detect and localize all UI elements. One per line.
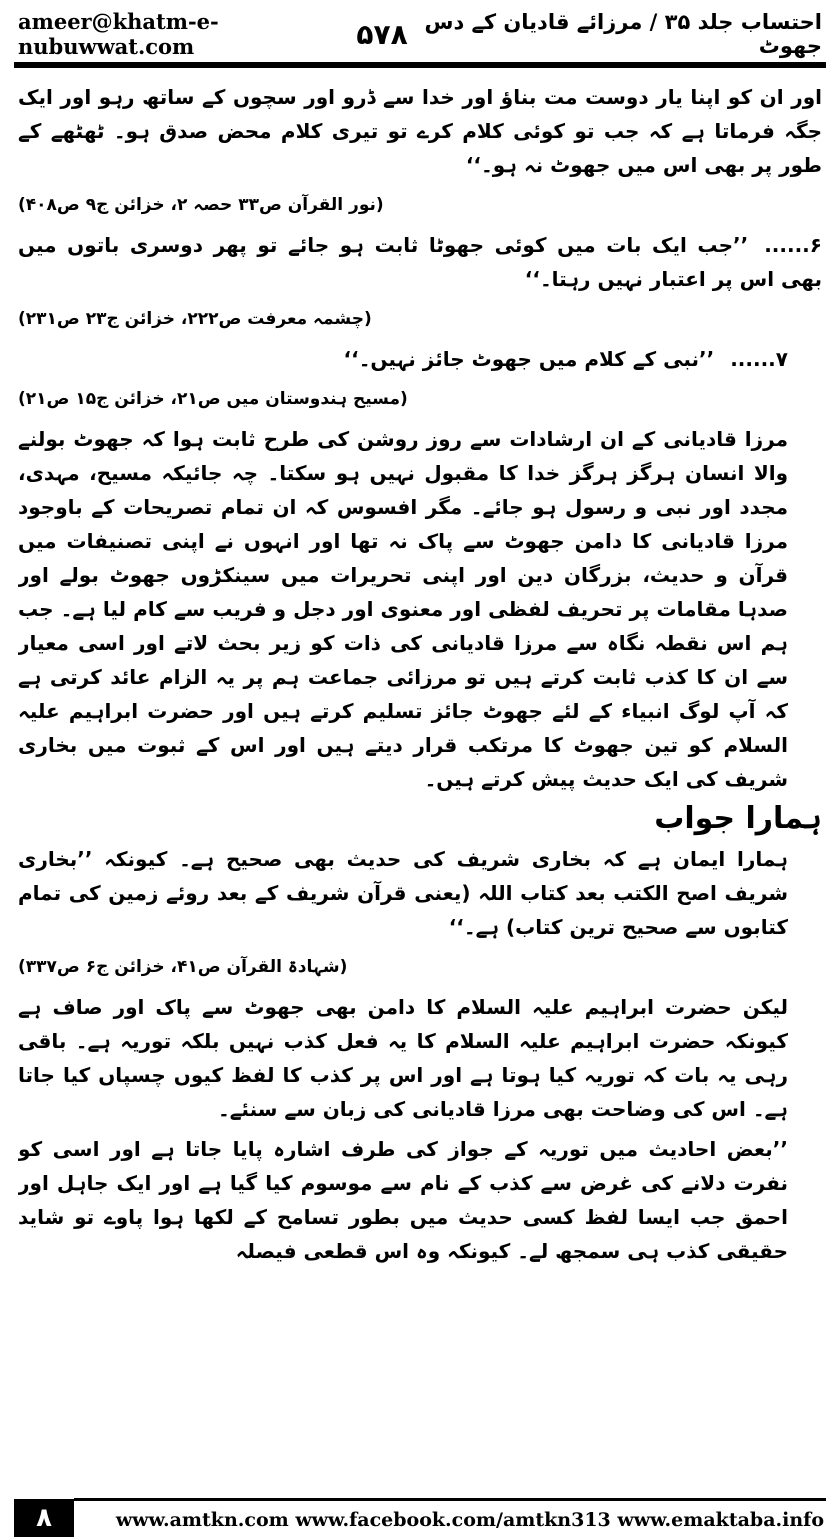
paragraph-4: لیکن حضرت ابراہیم علیہ السلام کا دامن بھی جھوٹ سے پاک اور صاف ہے کیونکہ حضرت ابراہیم علیہ السلام کا یہ فعل کذب نہیں بلکہ توریہ ہے۔ باقی رہی یہ بات کہ توریہ کیا ہوتا ہے اور اس پر کذب کا لفظ کیوں چسپاں کیا جاتا ہے۔ اس کی وضاحت بھی مرزا قادیانی کی زبان سے سنئے۔ bbox=[18, 995, 788, 1121]
page-footer bbox=[14, 1498, 826, 1538]
item-6-number: ۶...... bbox=[764, 233, 822, 257]
paragraph-1: اور ان کو اپنا یار دوست مت بناؤ اور خدا سے ڈرو اور سچوں کے ساتھ رہو اور ایک جگہ فرماتا ہے کہ جب تو کوئی کلام کرے تو تیری کلام محض صدق ہو۔ ٹھٹھے کے طور پر بھی اس میں جھوٹ نہ ہو۔‘‘ bbox=[18, 85, 822, 177]
header-rule bbox=[14, 62, 826, 68]
page-body bbox=[18, 80, 822, 1500]
item-7 bbox=[18, 342, 822, 376]
reference-4: (شہادۃ القرآن ص۴۱، خزائن ج۶ ص۳۳۷) bbox=[18, 957, 348, 977]
page-header bbox=[18, 10, 822, 58]
header-left bbox=[18, 9, 408, 59]
paragraph-5: ’’بعض احادیث میں توریہ کے جواز کی طرف اشارہ پایا جاتا ہے اور اسی کو نفرت دلانے کی غرض سے کذب کے نام سے موسوم کیا گیا ہے اور ایک جاہل اور احمق جب ایسا لفظ کسی حدیث میں بطور تسامح کے لکھا ہوا پاوے تو شاید حقیقی کذب ہی سمجھ لے۔ کیونکہ وہ اس قطعی فیصلہ bbox=[18, 1137, 788, 1263]
section-heading: ہمارا جواب bbox=[654, 801, 822, 836]
item-6 bbox=[18, 228, 822, 296]
item-6-text: ’’جب ایک بات میں کوئی جھوٹا ثابت ہو جائے تو پھر دوسری باتوں میں بھی اس پر اعتبار نہیں رہتا۔‘‘ bbox=[18, 233, 822, 291]
footer-page-number: ۸ bbox=[14, 1499, 74, 1537]
item-7-text: ’’نبی کے کلام میں جھوٹ جائز نہیں۔‘‘ bbox=[343, 347, 715, 371]
paragraph-2: مرزا قادیانی کے ان ارشادات سے روز روشن کی طرح ثابت ہوا کہ جھوٹ بولنے والا انسان ہرگز ہرگز خدا کا مقبول نہیں ہو سکتا۔ چہ جائیکہ مسیح، مہدی، مجدد اور نبی و رسول ہو جائے۔ مگر افسوس کہ ان تمام تصریحات کے باوجود مرزا قادیانی کا دامن جھوٹ سے پاک نہ تھا اور انہوں نے اپنی تصنیفات میں قرآن و حدیث، بزرگان دین اور اپنی تحریرات میں سینکڑوں جھوٹ بولے اور صدہا مقامات پر تحریف لفظی اور معنوی اور دجل و فریب سے کام لیا ہے۔ جب ہم اس نقطہ نگاہ سے مرزا قادیانی کی ذات کو زیر بحث لاتے اور اسی معیار سے ان کا کذب ثابت کرتے ہیں تو مرزائی جماعت ہم پر یہ الزام عائد کرتی ہے کہ آپ لوگ انبیاء کے لئے جھوٹ جائز تسلیم کرتے ہیں اور حضرت ابراہیم علیہ السلام کو تین جھوٹ کا مرتکب قرار دیتے ہیں اور اس کے ثبوت میں بخاری شریف کی ایک حدیث پیش کرتے ہیں۔ bbox=[18, 427, 789, 791]
header-email: ameer@khatm-e-nubuwwat.com bbox=[18, 9, 219, 59]
header-page-number: ۵۷۸ bbox=[356, 17, 408, 51]
paragraph-3: ہمارا ایمان ہے کہ بخاری شریف کی حدیث بھی صحیح ہے۔ کیونکہ ’’بخاری شریف اصح الکتب بعد کتاب اللہ (یعنی قرآن شریف کے بعد روئے زمین کی تمام کتابوں سے صحیح ترین کتاب) ہے۔‘‘ bbox=[18, 847, 788, 939]
header-title: احتساب جلد ۳۵ / مرزائے قادیان کے دس جھوٹ bbox=[424, 10, 822, 58]
reference-1: (نور القرآن ص۳۳ حصہ ۲، خزائن ج۹ ص۴۰۸) bbox=[18, 195, 384, 215]
reference-3: (مسیح ہندوستان میں ص۲۱، خزائن ج۱۵ ص۲۱) bbox=[18, 389, 408, 409]
item-7-number: ۷...... bbox=[730, 347, 788, 371]
reference-2: (چشمہ معرفت ص۲۲۲، خزائن ج۲۳ ص۲۳۱) bbox=[18, 309, 372, 329]
footer-links: www.amtkn.com www.facebook.com/amtkn313 www.emaktaba.info bbox=[74, 1498, 826, 1539]
